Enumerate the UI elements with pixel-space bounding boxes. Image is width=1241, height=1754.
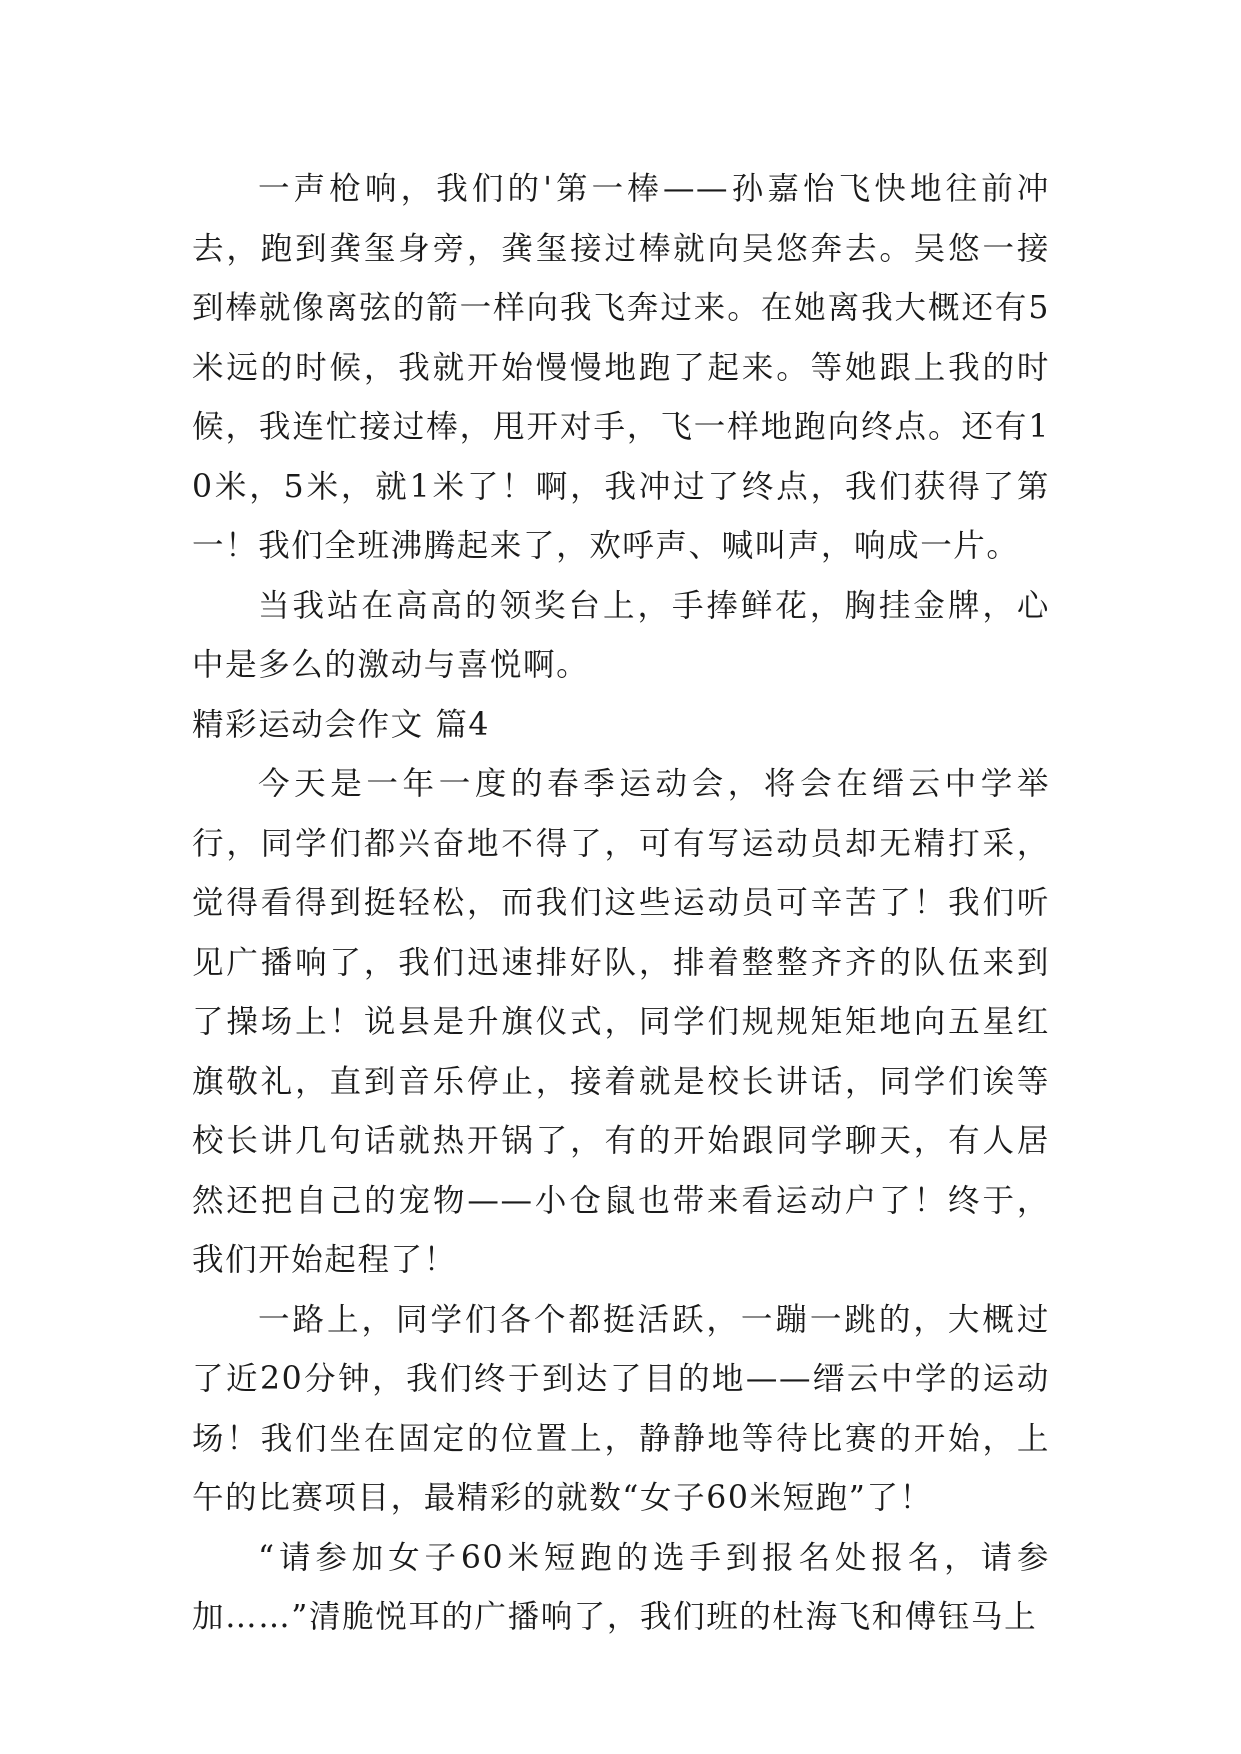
paragraph-relay-race: 一声枪响，我们的'第一棒——孙嘉怡飞快地往前冲去，跑到龚玺身旁，龚玺接过棒就向吴悠奔去。吴悠一接到棒就像离弦的箭一样向我飞奔过来。在她离我大概还有5米远的时候，我就开始慢慢地跑了起来。等她跟上我的时候，我连忙接过棒，甩开对手，飞一样地跑向终点。还有10米，5米，就1米了！啊，我冲过了终点，我们获得了第一！我们全班沸腾起来了，欢呼声、喊叫声，响成一片。 <box>192 171 1050 564</box>
document-body <box>192 160 1050 1648</box>
paragraph-on-the-way: 一路上，同学们各个都挺活跃，一蹦一跳的，大概过了近20分钟，我们终于到达了目的地——缙云中学的运动场！我们坐在固定的位置上，静静地等待比赛的开始，上午的比赛项目，最精彩的就数“女子60米短跑”了！ <box>192 1301 1050 1516</box>
paragraph-60m-sprint-call: “请参加女子60米短跑的选手到报名处报名，请参加……”清脆悦耳的广播响了，我们班的杜海飞和傅钰马上 <box>192 1539 1050 1635</box>
paragraph-spring-sports-meet: 今天是一年一度的春季运动会，将会在缙云中学举行，同学们都兴奋地不得了，可有写运动员却无精打采，觉得看得到挺轻松，而我们这些运动员可辛苦了！我们听见广播响了，我们迅速排好队，排着整整齐齐的队伍来到了操场上！说县是升旗仪式，同学们规规矩矩地向五星红旗敬礼，直到音乐停止，接着就是校长讲话，同学们诶等校长讲几句话就热开锅了，有的开始跟同学聊天，有人居然还把自己的宠物——小仓鼠也带来看运动户了！终于，我们开始起程了！ <box>192 766 1050 1278</box>
paragraph-award-podium: 当我站在高高的领奖台上，手捧鲜花，胸挂金牌，心中是多么的激动与喜悦啊。 <box>192 587 1050 683</box>
section-heading: 精彩运动会作文 篇4 <box>192 706 491 743</box>
